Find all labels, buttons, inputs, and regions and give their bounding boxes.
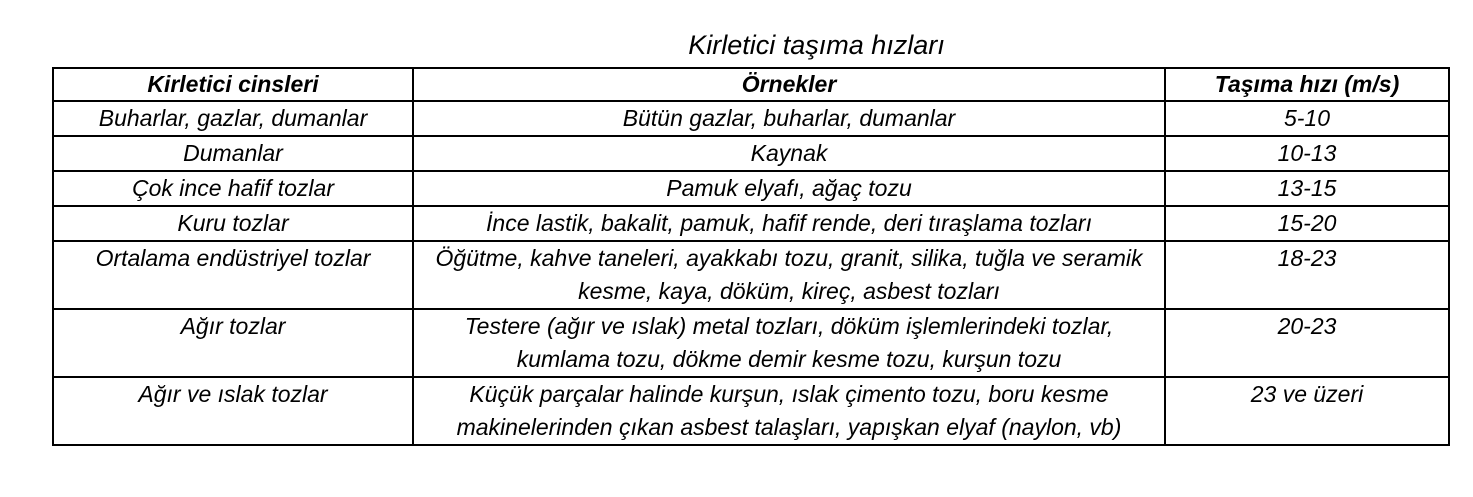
speed-cell: 15-20 bbox=[1165, 206, 1449, 241]
examples-line: kesme, kaya, döküm, kireç, asbest tozları bbox=[578, 278, 1000, 304]
examples-cell bbox=[413, 171, 1165, 206]
pollutant-type-cell: Ağır ve ıslak tozlar bbox=[53, 377, 413, 445]
pollutant-type-cell: Dumanlar bbox=[53, 136, 413, 171]
examples-line: Kaynak bbox=[750, 140, 828, 166]
examples-line: Testere (ağır ve ıslak) metal tozları, döküm işlemlerindeki tozlar, bbox=[464, 313, 1114, 339]
examples-line: Öğütme, kahve taneleri, ayakkabı tozu, granit, silika, tuğla ve seramik bbox=[435, 245, 1143, 271]
table-row bbox=[53, 309, 1449, 377]
table-row bbox=[53, 171, 1449, 206]
speed-cell: 18-23 bbox=[1165, 241, 1449, 309]
pollutant-type-cell: Buharlar, gazlar, dumanlar bbox=[53, 101, 413, 136]
examples-line: Bütün gazlar, buharlar, dumanlar bbox=[622, 105, 956, 131]
table-title: Kirletici taşıma hızları bbox=[688, 30, 945, 60]
table-row bbox=[53, 241, 1449, 309]
examples-cell bbox=[413, 309, 1165, 377]
examples-line: Küçük parçalar halinde kurşun, ıslak çimento tozu, boru kesme bbox=[469, 381, 1109, 407]
conveying-speed-table bbox=[52, 67, 1450, 446]
examples-cell bbox=[413, 377, 1165, 445]
header-row bbox=[53, 68, 1449, 101]
table-row bbox=[53, 206, 1449, 241]
header-speed: Taşıma hızı (m/s) bbox=[1165, 68, 1449, 101]
speed-cell: 20-23 bbox=[1165, 309, 1449, 377]
speed-cell: 5-10 bbox=[1165, 101, 1449, 136]
examples-cell bbox=[413, 101, 1165, 136]
header-examples: Örnekler bbox=[413, 68, 1165, 101]
examples-cell bbox=[413, 241, 1165, 309]
table-row bbox=[53, 136, 1449, 171]
pollutant-type-cell: Çok ince hafif tozlar bbox=[53, 171, 413, 206]
speed-cell: 10-13 bbox=[1165, 136, 1449, 171]
pollutant-type-cell: Kuru tozlar bbox=[53, 206, 413, 241]
table-row bbox=[53, 101, 1449, 136]
examples-line: İnce lastik, bakalit, pamuk, hafif rende, deri tıraşlama tozları bbox=[486, 210, 1092, 236]
table-row bbox=[53, 377, 1449, 445]
examples-cell bbox=[413, 206, 1165, 241]
examples-line: makinelerinden çıkan asbest talaşları, yapışkan elyaf (naylon, vb) bbox=[456, 414, 1122, 440]
header-pollutant-type: Kirletici cinsleri bbox=[53, 68, 413, 101]
examples-line: kumlama tozu, dökme demir kesme tozu, kurşun tozu bbox=[516, 346, 1062, 372]
pollutant-type-cell: Ortalama endüstriyel tozlar bbox=[53, 241, 413, 309]
pollutant-type-cell: Ağır tozlar bbox=[53, 309, 413, 377]
speed-cell: 23 ve üzeri bbox=[1165, 377, 1449, 445]
examples-cell bbox=[413, 136, 1165, 171]
speed-cell: 13-15 bbox=[1165, 171, 1449, 206]
examples-line: Pamuk elyafı, ağaç tozu bbox=[666, 175, 912, 201]
